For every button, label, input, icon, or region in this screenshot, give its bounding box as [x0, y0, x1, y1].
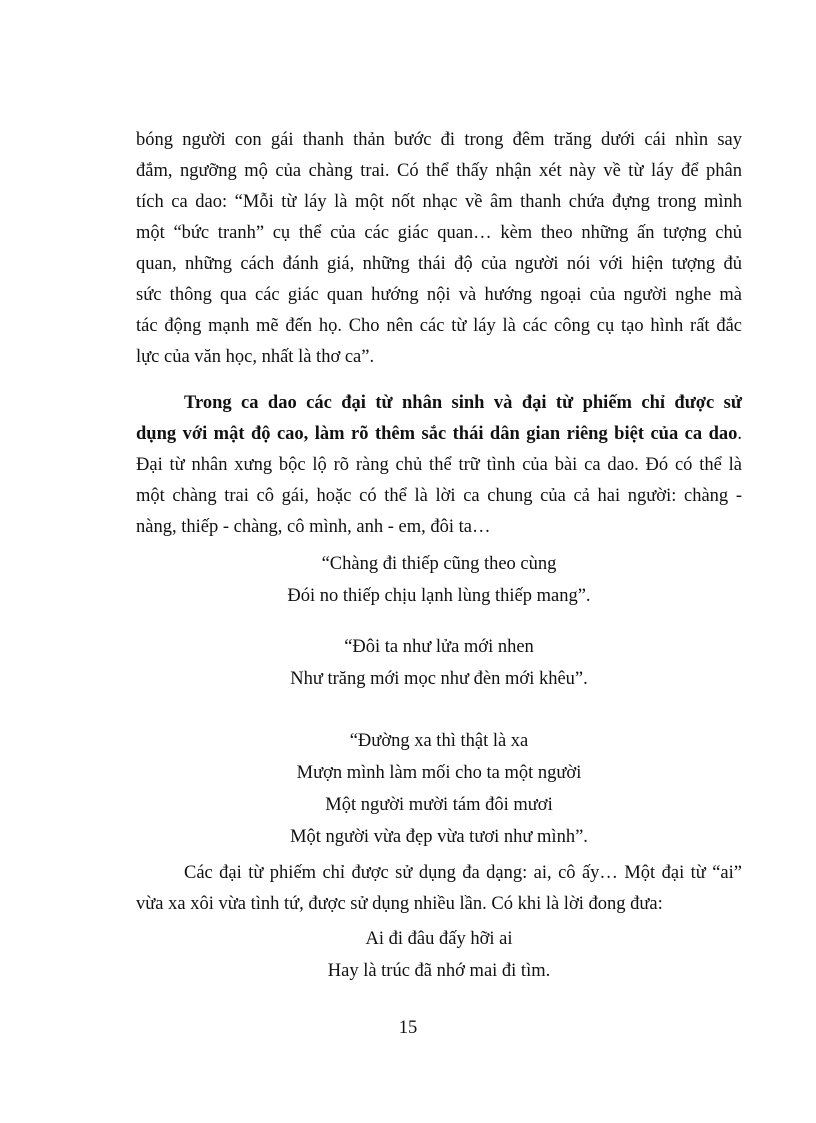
poem-stanza: [136, 725, 742, 853]
poem-line: Một người vừa đẹp vừa tươi như mình”.: [290, 827, 588, 847]
text-line: lực của văn học, nhất là thơ ca”.: [136, 347, 375, 367]
bold-heading-line-with-period: [136, 419, 742, 450]
poem-line: “Chàng đi thiếp cũng theo cùng: [321, 554, 557, 574]
poem-line: Ai đi đâu đấy hỡi ai: [365, 929, 513, 949]
poem-line: Đói no thiếp chịu lạnh lùng thiếp mang”.: [287, 586, 591, 606]
text-line: đắm, ngưỡng mộ của chàng trai. Có thể thấy nhận xét này về từ láy để phân: [136, 161, 742, 181]
paragraph-ca-dao-reduplication: [136, 125, 742, 373]
poem-stanza: [136, 923, 742, 987]
poem-line: Mượn mình làm mối cho ta một người: [296, 763, 582, 783]
text-line: một “bức tranh” cụ thể của các giác quan… kèm theo những ấn tượng chủ: [136, 223, 742, 243]
page-number: 15: [398, 1018, 418, 1038]
text-line: tích ca dao: “Mỗi từ láy là một nốt nhạc về âm thanh chứa đựng trong mình: [136, 192, 742, 212]
poem-stanza: [136, 631, 742, 695]
text-line: Các đại từ phiếm chỉ được sử dụng đa dạng: ai, cô ấy… Một đại từ “ai”: [184, 863, 742, 883]
text-line: tác động mạnh mẽ đến họ. Cho nên các từ láy là các công cụ tạo hình rất đắc: [136, 316, 742, 336]
poem-line: “Đường xa thì thật là xa: [349, 731, 529, 751]
text-line: quan, những cách đánh giá, những thái độ của người nói với hiện tượng đủ: [136, 254, 742, 274]
text-line: nàng, thiếp - chàng, cô mình, anh - em, đôi ta…: [136, 517, 491, 537]
period: .: [737, 424, 742, 444]
text-line: sức thông qua các giác quan hướng nội và hướng ngoại của người nghe mà: [136, 285, 742, 305]
paragraph-indefinite-pronouns: [136, 858, 742, 920]
text-line: Đại từ nhân xưng bộc lộ rõ ràng chủ thể trữ tình của bài ca dao. Đó có thể là: [136, 455, 742, 475]
text-line: bóng người con gái thanh thản bước đi trong đêm trăng dưới cái nhìn say: [136, 130, 742, 150]
poem-line: Như trăng mới mọc như đèn mới khêu”.: [290, 669, 588, 689]
poem-stanza: [136, 548, 742, 612]
text-line: một chàng trai cô gái, hoặc có thể là lời ca chung của cả hai người: chàng -: [136, 486, 742, 506]
poem-line: Hay là trúc đã nhớ mai đi tìm.: [327, 961, 551, 981]
paragraph-pronouns: [136, 388, 742, 543]
poem-line: Một người mười tám đôi mươi: [325, 795, 553, 815]
bold-heading-text: dụng với mật độ cao, làm rõ thêm sắc thái dân gian riêng biệt của ca dao: [136, 424, 738, 444]
bold-heading-line: Trong ca dao các đại từ nhân sinh và đại từ phiếm chỉ được sử: [184, 393, 742, 413]
poem-line: “Đôi ta như lửa mới nhen: [344, 637, 534, 657]
text-line: vừa xa xôi vừa tình tứ, được sử dụng nhiều lần. Có khi là lời đong đưa:: [136, 894, 663, 914]
